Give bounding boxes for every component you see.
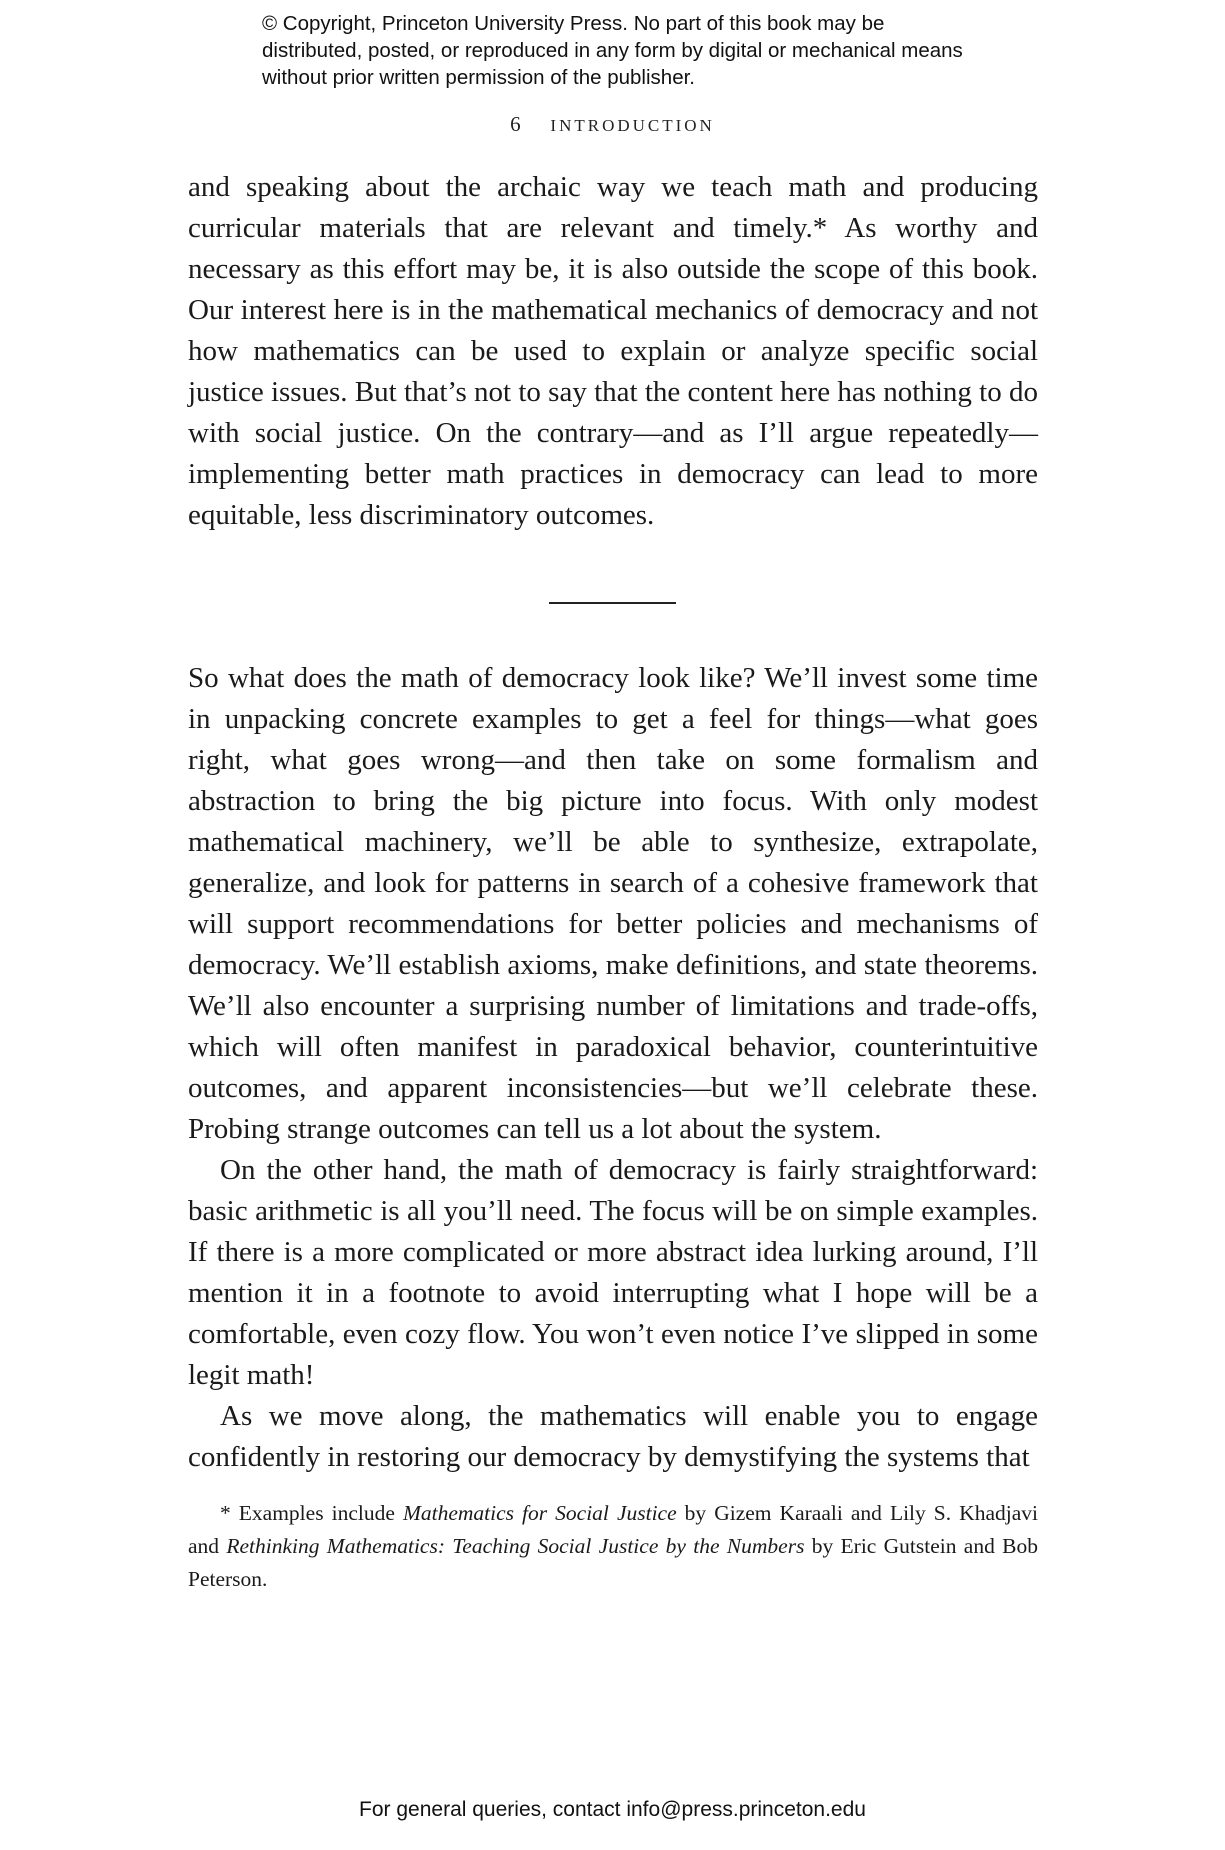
footer-contact: For general queries, contact info@press.princeton.edu	[359, 1798, 866, 1821]
paragraph: As we move along, the mathematics will enable you to engage confidently in restoring our democracy by demystifying the systems that	[188, 1400, 1038, 1473]
running-title: INTRODUCTION	[550, 116, 715, 135]
footnote-text: by Gizem Karaali and Lily S. Khadjavi and	[188, 1501, 1038, 1558]
section-break-rule	[549, 602, 676, 604]
body-text-main	[188, 658, 1038, 1478]
paragraph: and speaking about the archaic way we teach math and producing curricular materials that are relevant and timely.* As worthy and necessary as this effort may be, it is also outside the scope of this book. Our interest here is in the mathematical mechanics of democracy and not how mathematics can be used to explain or analyze specific social justice issues. But that’s not to say that the content here has nothing to do with social justice. On the contrary—and as I’ll argue repeatedly—implementing better math practices in democracy can lead to more equitable, less discriminatory outcomes.	[188, 171, 1038, 531]
paragraph: On the other hand, the math of democracy is fairly straightforward: basic arithmetic is all you’ll need. The focus will be on simple examples. If there is a more complicated or more abstract idea lurking around, I’ll mention it in a footnote to avoid interrupting what I hope will be a comfortable, even cozy flow. You won’t even notice I’ve slipped in some legit math!	[188, 1154, 1038, 1391]
paragraph: So what does the math of democracy look like? We’ll invest some time in unpacking concrete examples to get a feel for things—what goes right, what goes wrong—and then take on some formalism and abstraction to bring the big picture into focus. With only modest mathematical machinery, we’ll be able to synthesize, extrapolate, generalize, and look for patterns in search of a cohesive framework that will support recommendations for better policies and mechanisms of democracy. We’ll establish axioms, make definitions, and state theorems. We’ll also encounter a surprising number of limitations and trade-offs, which will often manifest in paradoxical behavior, counterintuitive outcomes, and apparent inconsistencies—but we’ll celebrate these. Probing strange outcomes can tell us a lot about the system.	[188, 662, 1038, 1145]
footnote-book-title: Mathematics for Social Justice	[402, 1501, 677, 1525]
footnote-book-title: Rethinking Mathematics: Teaching Social Justice by the Numbers	[226, 1534, 805, 1558]
footnote-lead: * Examples include	[220, 1501, 403, 1525]
copyright-notice: © Copyright, Princeton University Press. No part of this book may be distributed, posted, or reproduced in any form by digital or mechanical means without prior written permission of the publisher.	[262, 12, 963, 89]
footnote-text: by Eric Gutstein and Bob Peterson.	[188, 1534, 1038, 1591]
footnote	[188, 1497, 1038, 1596]
body-text-top	[188, 167, 1038, 536]
page-number: 6	[510, 112, 521, 136]
running-head	[0, 112, 1225, 137]
